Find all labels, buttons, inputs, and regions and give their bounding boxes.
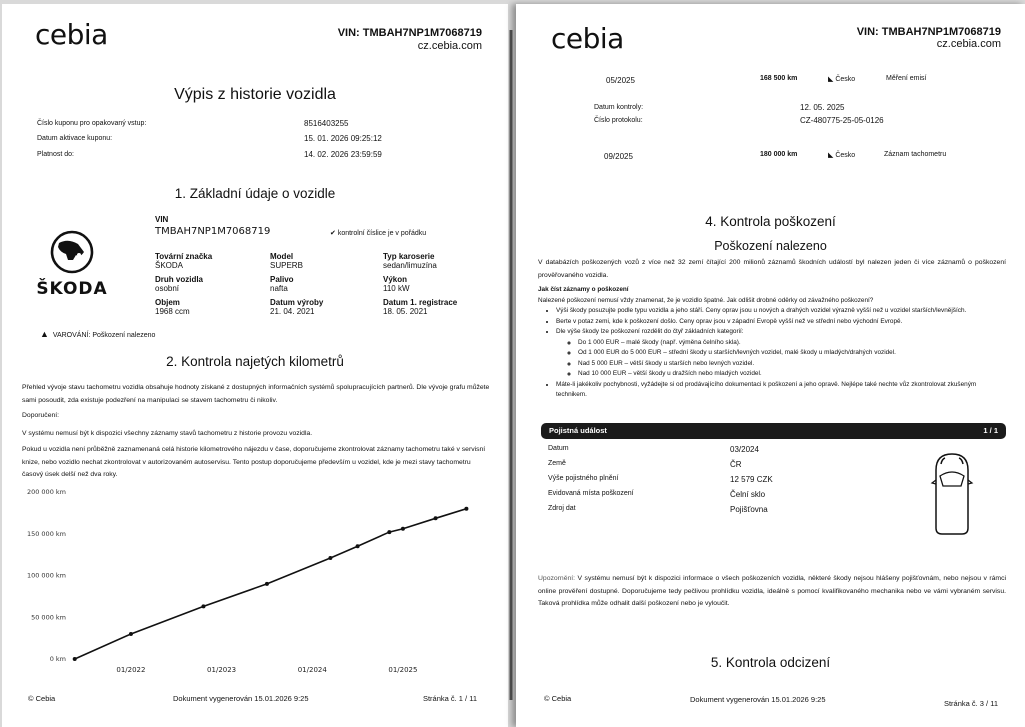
odometer-data-point: [328, 556, 332, 560]
damage-guide: [538, 285, 1008, 401]
coupon-value: 8516403255: [304, 119, 349, 128]
x-tick-label: 01/2023: [207, 666, 237, 674]
recommend-note-1: V systému nemusí být k dispozici všechny záznamy stavů tachometru z historie provozu vozidla.: [22, 430, 313, 437]
field-label: Datum 1. registrace: [383, 298, 458, 307]
coupon-label: Datum aktivace kuponu:: [37, 135, 113, 142]
field-label: Typ karoserie: [383, 252, 435, 261]
vin-check: [330, 229, 426, 237]
coupon-value: 14. 02. 2026 23:59:59: [304, 150, 382, 159]
event-label: Země: [548, 460, 566, 467]
field-value: 18. 05. 2021: [383, 307, 428, 316]
event-value: 12 579 CZK: [730, 475, 773, 484]
insurance-event-banner: [541, 423, 1006, 439]
header-vin: VIN: TMBAH7NP1M7068719: [856, 26, 1001, 38]
record-country-text: Česko: [835, 152, 856, 159]
cebia-logo: cebia: [551, 22, 624, 55]
odometer-line: [75, 509, 467, 659]
y-tick-label: 100 000 km: [26, 571, 66, 580]
event-value: ČR: [730, 460, 742, 469]
field-value: sedan/limuzína: [383, 261, 437, 270]
vin-label: VIN: [155, 215, 169, 224]
x-tick-label: 01/2022: [116, 666, 146, 674]
inspection-label: Datum kontroly:: [594, 104, 644, 111]
notice-text: V systému nemusí být k dispozici informace o všech poškozeních vozidla, některé škody nejsou hlášeny pojišťovnám, nebo nejsou v rámci online prověření dostupné. Doporučujeme tedy pečlivou prohlídku vozidla, ideálně s pomocí kvalifikovaného mechanika nebo ve vámi vybraném servisu. Taková prohlídka může odhalit další poškození nebo je vyloučit.: [538, 575, 1006, 607]
record-type: Měření emisí: [886, 75, 927, 82]
field-value: nafta: [270, 284, 288, 293]
flag-icon: ◣: [828, 152, 834, 159]
field-value: 1968 ccm: [155, 307, 190, 316]
x-tick-label: 01/2025: [388, 666, 418, 674]
field-value: osobní: [155, 284, 180, 293]
coupon-label: Číslo kuponu pro opakovaný vstup:: [37, 120, 147, 127]
event-value: Pojišťovna: [730, 505, 768, 514]
skoda-logo-icon: [24, 230, 120, 300]
odometer-chart: [2, 474, 508, 674]
record-country: [828, 75, 855, 83]
page-spine: [509, 30, 513, 700]
inspection-value: 12. 05. 2025: [800, 103, 845, 112]
record-date: 05/2025: [606, 76, 635, 85]
section-4-title: 4. Kontrola poškození: [705, 214, 836, 229]
odometer-data-point: [434, 516, 438, 520]
event-label: Zdroj dat: [548, 505, 576, 512]
inspection-value: CZ-480775-25-05-0126: [800, 116, 884, 125]
guide-title: Jak číst záznamy o poškození: [538, 286, 629, 293]
car-top-view-icon: [928, 450, 976, 538]
footer-generated: Dokument vygenerován 15.01.2026 9:25: [690, 695, 826, 704]
odometer-data-point: [201, 604, 205, 608]
report-page-1: [2, 4, 508, 727]
guide-text: Nalezené poškození nemusí vždy znamenat, že je vozidlo špatné. Jak odlišit drobné oděrky od závažného poškození?: [538, 296, 874, 304]
event-label: Výše pojistného plnění: [548, 475, 619, 482]
y-tick-label: 200 000 km: [26, 488, 66, 496]
footer-generated: Dokument vygenerován 15.01.2026 9:25: [173, 694, 309, 703]
record-type: Záznam tachometru: [884, 151, 947, 158]
field-label: Palivo: [270, 275, 294, 284]
event-label: Evidovaná místa poškození: [548, 490, 634, 497]
checkmark-icon: ✔: [330, 230, 336, 237]
inspection-label: Číslo protokolu:: [594, 117, 643, 124]
damage-subtitle: Poškození nalezeno: [714, 239, 827, 253]
notice-label: Upozornění:: [538, 575, 576, 582]
event-label: Datum: [548, 445, 569, 452]
y-tick-label: 50 000 km: [31, 613, 66, 622]
banner-title: Pojistná událost: [549, 426, 607, 435]
guide-bullet: • Výši škody posuzujte podle typu vozidla a jeho stáří. Ceny oprav jsou u nových a drahých vozidel výrazně vyšší než u vozidel starších/levnějších.: [556, 306, 1008, 317]
report-page-3: [516, 4, 1025, 727]
odometer-data-point: [265, 582, 269, 586]
header-site: cz.cebia.com: [936, 38, 1001, 50]
section-2-intro: Přehled vývoje stavu tachometru vozidla obsahuje hodnoty získané z dostupných informačních systémů spolupracujících partnerů. Dle vývoje grafu můžete sami posoudit, zda existuje podezření na manipulaci se stavem tachometru či nikoliv.: [22, 384, 490, 404]
flag-icon: ◣: [828, 76, 834, 83]
record-km: 180 000 km: [760, 151, 798, 158]
page-title: Výpis z historie vozidla: [174, 86, 336, 103]
odometer-data-point: [387, 530, 391, 534]
field-value: 110 kW: [383, 284, 410, 293]
footer-page-number: Stránka č. 1 / 11: [422, 694, 477, 703]
odometer-data-point: [73, 657, 77, 661]
field-label: Druh vozidla: [155, 275, 204, 284]
banner-count: 1 / 1: [983, 426, 998, 435]
category-bullet: ◦ Nad 10 000 EUR – větší škody u dražších nebo mladých vozidel.: [578, 369, 1008, 380]
section-2-title: 2. Kontrola najetých kilometrů: [166, 354, 344, 369]
damage-notice: [538, 573, 1006, 611]
category-bullet: ◦ Od 1 000 EUR do 5 000 EUR – střední škody u starších/levných vozidel, malé škody u mladých/drahých vozidel.: [578, 348, 1008, 359]
category-bullet: ◦ Do 1 000 EUR – malé škody (např. výměna čelního skla).: [578, 338, 1008, 349]
field-label: Objem: [155, 298, 180, 307]
event-value: Čelní sklo: [730, 490, 766, 499]
guide-bullet: • Dle výše škody lze poškození rozdělit do čtyř základních kategorií:: [556, 327, 1008, 338]
vin-check-text: kontrolní číslice je v pořádku: [337, 230, 427, 237]
record-country: [828, 151, 855, 159]
x-tick-label: 01/2024: [297, 666, 327, 674]
footer-page-number: Stránka č. 3 / 11: [943, 699, 998, 708]
field-label: Model: [270, 252, 294, 261]
field-label: Datum výroby: [270, 298, 324, 307]
field-value: SUPERB: [270, 261, 303, 270]
field-label: Tovární značka: [155, 252, 213, 261]
coupon-label: Platnost do:: [37, 151, 74, 158]
recommend-note-2: Pokud u vozidla není průběžně zaznamenaná celá historie kilometrového nájezdu v čase, doporučujeme zkontrolovat záznamy tachometru také v servisní knize, nebo vozidlo nechat zkontrolovat v autorizovaném autoservisu. Tento postup doporučujeme především u vozidel, kde je mezi stavy tachometru časový úsek delší než dva roky.: [22, 446, 486, 478]
guide-bullet: • Berte v potaz zemi, kde k poškození došlo. Ceny oprav jsou v západní Evropě vyšší než ve střední nebo východní Evropě.: [556, 317, 1008, 328]
event-value: 03/2024: [730, 445, 759, 454]
header-vin: VIN: TMBAH7NP1M7068719: [337, 27, 482, 39]
section-1-title: 1. Základní údaje o vozidle: [174, 186, 336, 201]
recommend-label: Doporučení:: [22, 412, 60, 419]
field-value: 21. 04. 2021: [270, 307, 315, 316]
record-km: 168 500 km: [760, 75, 798, 82]
category-bullet: ◦ Nad 5 000 EUR – větší škody u starších nebo levných vozidel.: [578, 359, 1008, 370]
odometer-data-point: [356, 544, 360, 548]
svg-text:ŠKODA: ŠKODA: [36, 279, 108, 299]
odometer-data-point: [129, 632, 133, 636]
warning-triangle-icon: ▲: [40, 329, 49, 339]
section-5-title: 5. Kontrola odcizení: [710, 655, 831, 670]
coupon-value: 15. 01. 2026 09:25:12: [304, 134, 382, 143]
record-date: 09/2025: [604, 152, 633, 161]
cebia-logo: cebia: [35, 18, 108, 51]
damage-warning: [40, 329, 155, 339]
y-tick-label: 150 000 km: [26, 529, 66, 538]
guide-bullet: • Máte-li jakékoliv pochybnosti, vyžádejte si od prodávajícího dokumentaci k poškození a jeho opravě. Nejlépe také nechte vůz zkontrolovat zkušeným technikem.: [556, 380, 1008, 401]
footer-copyright: © Cebia: [544, 694, 572, 703]
damage-intro: V databázích poškozených vozů z více než 32 zemí čítající 200 milionů záznamů škodních událostí byl nalezen jeden či více záznamů o poškození prověřovaného vozidla.: [538, 259, 1006, 279]
field-value: ŠKODA: [155, 261, 184, 270]
y-tick-label: 0 km: [49, 655, 66, 663]
record-country-text: Česko: [835, 76, 856, 83]
odometer-data-point: [464, 507, 468, 511]
odometer-data-point: [401, 527, 405, 531]
field-label: Výkon: [383, 275, 408, 284]
warning-text: VAROVÁNÍ: Poškození nalezeno: [52, 332, 156, 339]
header-site: cz.cebia.com: [417, 40, 482, 52]
vin-value: TMBAH7NP1M7068719: [155, 226, 271, 237]
footer-copyright: © Cebia: [28, 694, 56, 703]
